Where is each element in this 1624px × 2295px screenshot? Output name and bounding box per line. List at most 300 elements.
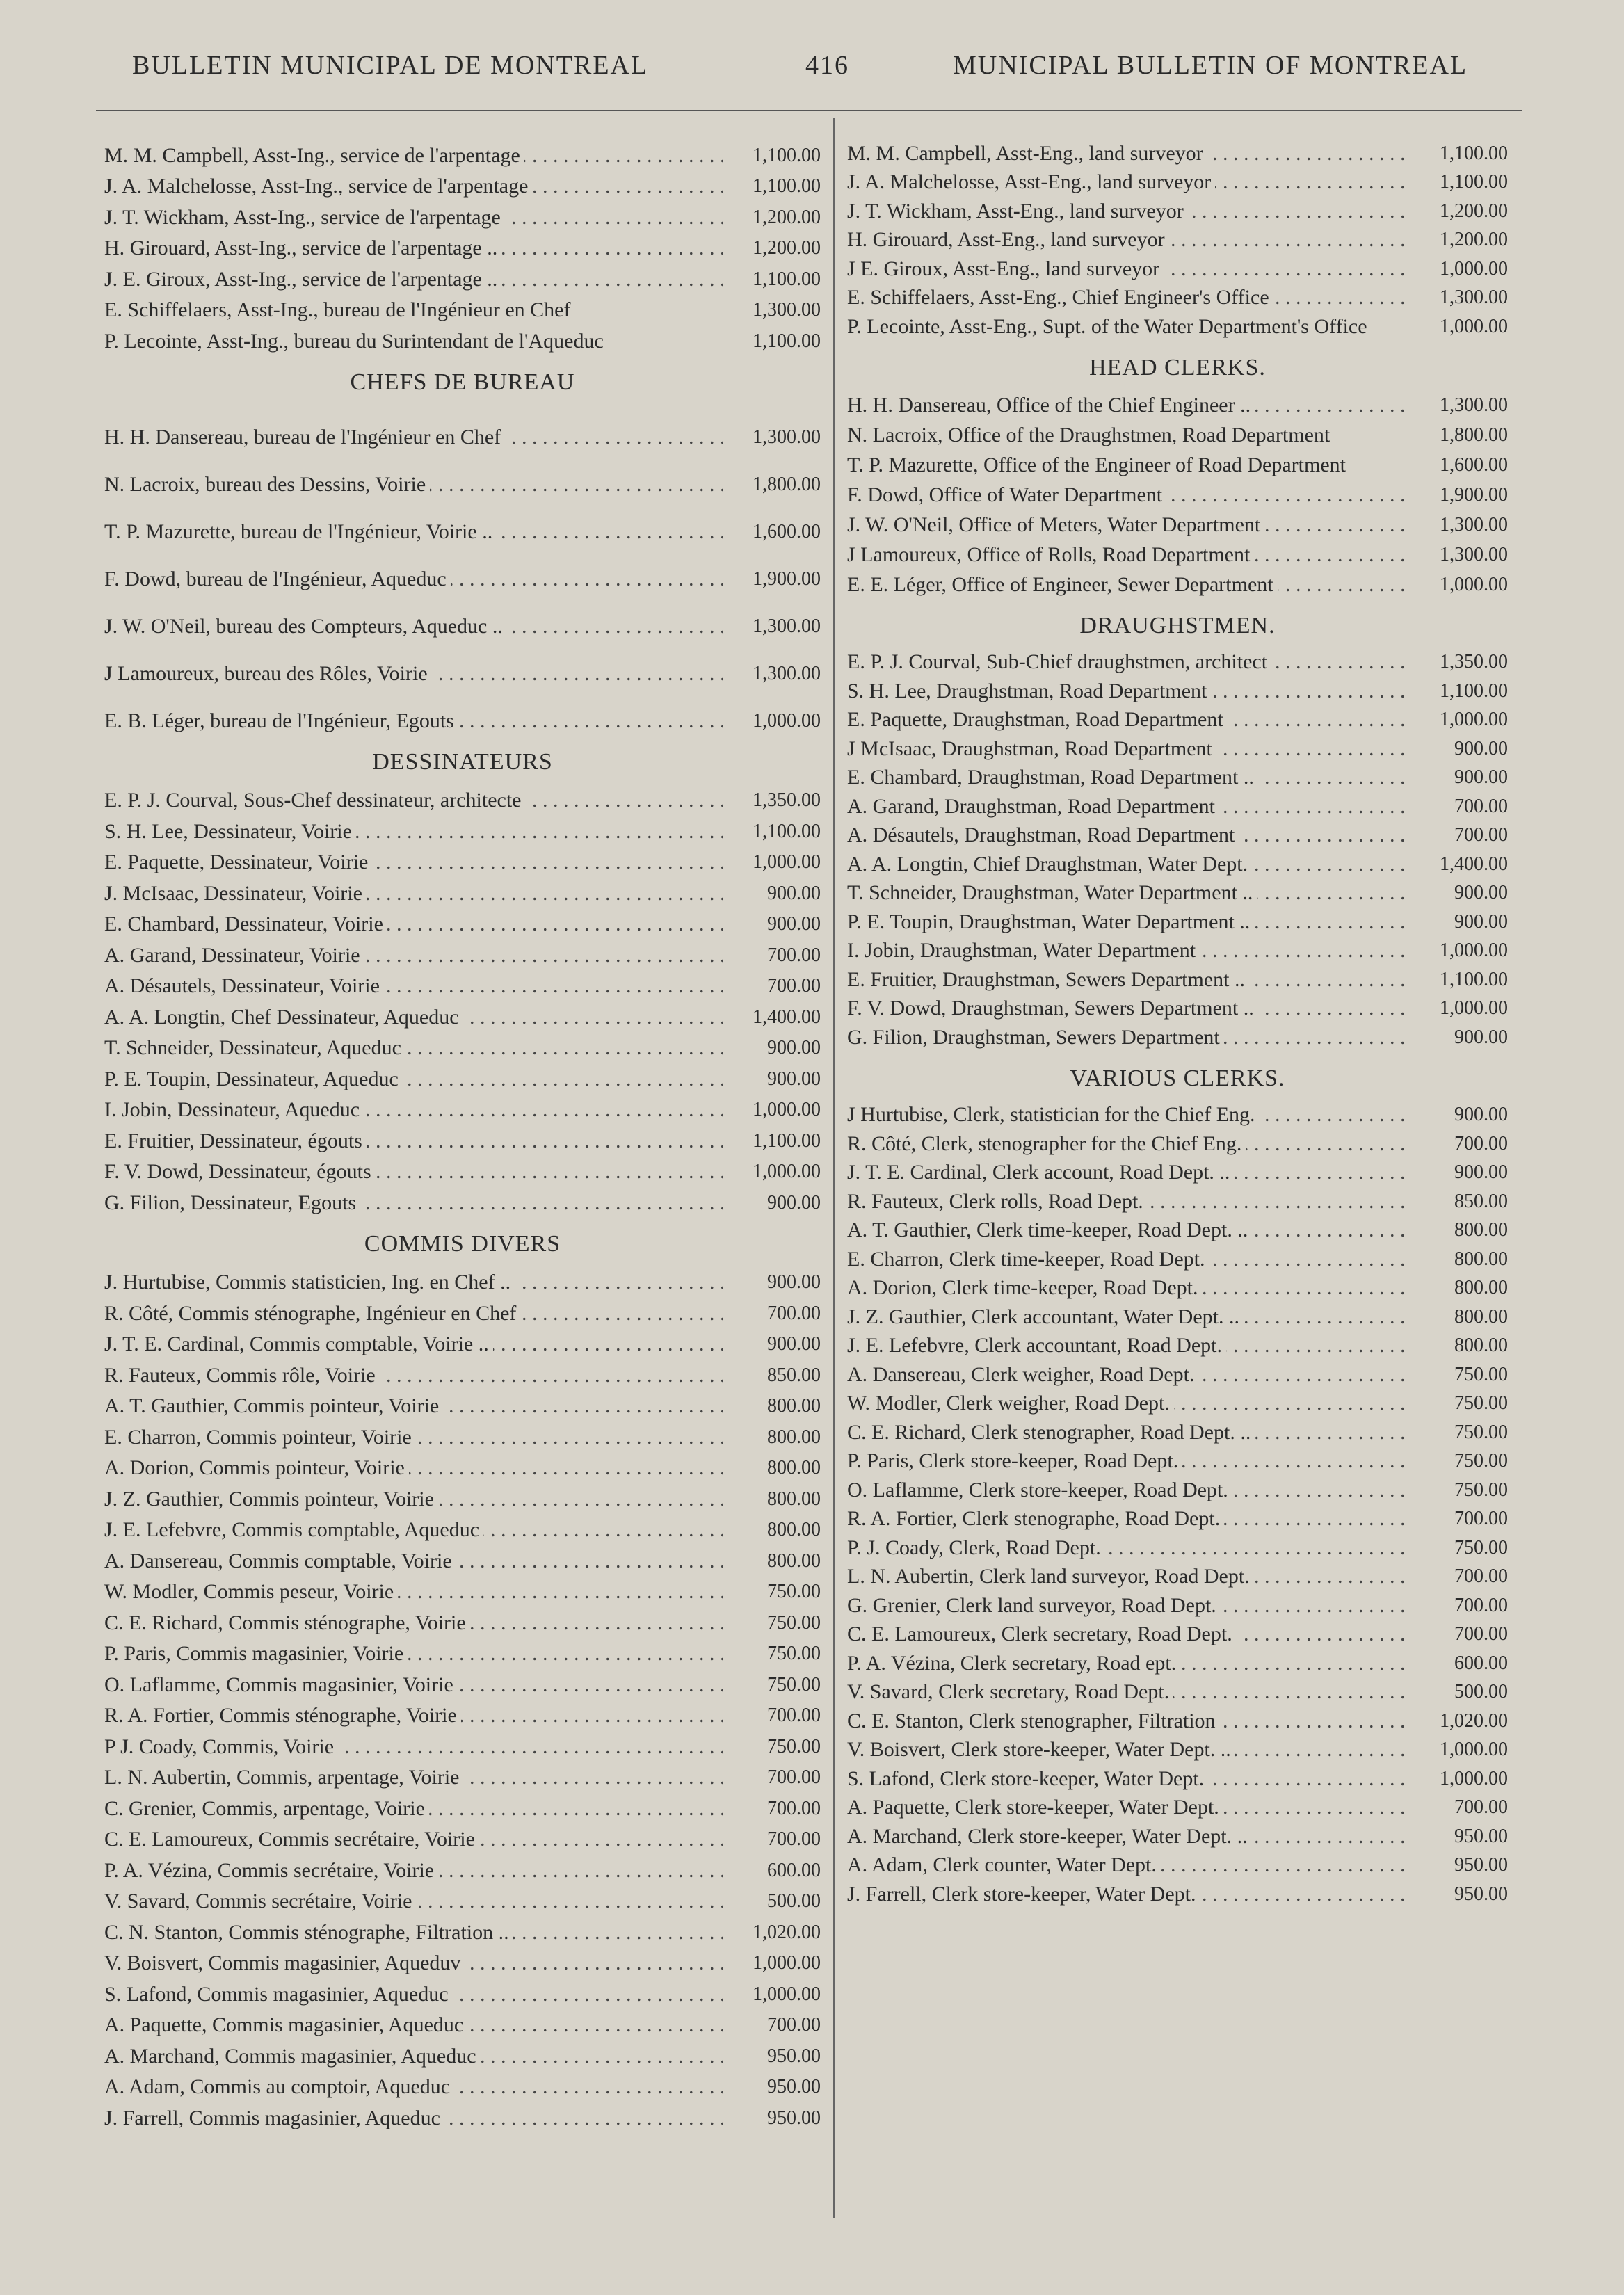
employee-entry: J. T. E. Cardinal, Commis comptable, Voirie .. (104, 1332, 493, 1355)
salary-row (847, 1156, 1508, 1185)
salary-amount: 1,100.00 (753, 820, 821, 842)
salary-amount: 800.00 (1454, 1277, 1508, 1298)
employee-entry: W. Modler, Clerk weigher, Road Dept. (847, 1392, 1174, 1415)
employee-entry: G. Filion, Dessinateur, Egouts (104, 1191, 360, 1214)
salary-row (104, 1542, 821, 1573)
salary-row (847, 1588, 1508, 1618)
salary-amount: 1,200.00 (1440, 200, 1508, 222)
salary-row (104, 1697, 821, 1728)
section-assistants-en (847, 136, 1508, 339)
employee-entry: A. Garand, Dessinateur, Voirie (104, 944, 364, 967)
salary-row (847, 1849, 1508, 1878)
salary-row (104, 2099, 821, 2130)
salary-amount: 750.00 (1454, 1363, 1508, 1385)
salary-amount: 950.00 (767, 2045, 821, 2067)
salary-amount: 950.00 (1454, 1854, 1508, 1876)
salary-row (847, 309, 1508, 339)
salary-row (847, 417, 1508, 447)
salary-amount: 1,200.00 (753, 206, 821, 228)
employee-entry: L. N. Aubertin, Commis, arpentage, Voirie (104, 1766, 463, 1789)
salary-amount: 800.00 (767, 1395, 821, 1417)
salary-row (847, 1387, 1508, 1416)
employee-entry: E. P. J. Courval, Sous-Chef dessinateur, architecte (104, 789, 526, 812)
employee-entry: J. T. Wickham, Asst-Ing., service de l'arpentage (104, 206, 505, 229)
employee-entry: H. Girouard, Asst-Ing., service de l'arpentage .. (104, 236, 501, 259)
salary-row (847, 537, 1508, 567)
salary-amount: 1,600.00 (753, 520, 821, 542)
employee-entry: P. J. Coady, Clerk, Road Dept. (847, 1536, 1105, 1559)
employee-entry: C. E. Lamoureux, Clerk secretary, Road Dept. (847, 1622, 1237, 1645)
salary-row (104, 322, 821, 353)
employee-entry: J Lamoureux, Office of Rolls, Road Department (847, 543, 1254, 566)
page-number: 416 (805, 51, 849, 80)
salary-row (104, 136, 821, 168)
salary-row (847, 1358, 1508, 1387)
salary-row (104, 874, 821, 905)
salary-row (847, 1762, 1508, 1791)
salary-amount: 1,300.00 (1440, 513, 1508, 536)
salary-amount: 1,000.00 (1440, 1767, 1508, 1789)
salary-amount: 900.00 (1454, 1104, 1508, 1125)
salary-row (847, 761, 1508, 790)
salary-amount: 1,100.00 (1440, 968, 1508, 990)
salary-row (847, 1675, 1508, 1705)
heading-chefs-de-bureau: CHEFS DE BUREAU (350, 369, 575, 395)
employee-entry: F. V. Dowd, Dessinateur, égouts (104, 1160, 376, 1183)
salary-row (104, 1604, 821, 1635)
salary-amount: 1,000.00 (753, 851, 821, 873)
salary-row (104, 2068, 821, 2100)
salary-row (104, 1573, 821, 1604)
header-rule (96, 110, 1522, 111)
salary-row (104, 1356, 821, 1387)
salary-row (847, 1646, 1508, 1675)
salary-amount: 1,000.00 (1440, 940, 1508, 961)
salary-row (104, 1666, 821, 1697)
employee-entry: A. Marchand, Commis magasinier, Aqueduc (104, 2045, 481, 2068)
salary-row (847, 136, 1508, 166)
employee-entry: C. E. Richard, Clerk stenographer, Road Dept. .. (847, 1421, 1255, 1444)
salary-row (104, 1184, 821, 1215)
salary-row (104, 230, 821, 261)
employee-entry: V. Savard, Clerk secretary, Road Dept. (847, 1680, 1173, 1703)
employee-entry: S. Lafond, Clerk store-keeper, Water Dept. (847, 1767, 1208, 1790)
salary-amount: 900.00 (1454, 737, 1508, 759)
salary-amount: 1,200.00 (1440, 229, 1508, 250)
employee-entry: E. Charron, Commis pointeur, Voirie (104, 1426, 416, 1449)
salary-row (847, 1098, 1508, 1127)
salary-amount: 600.00 (767, 1859, 821, 1881)
salary-row (104, 2037, 821, 2068)
employee-entry: V. Boisvert, Commis magasinier, Aqueduv (104, 1951, 465, 1974)
employee-entry: J. Z. Gauthier, Clerk accountant, Water Dept. .. (847, 1305, 1244, 1328)
employee-entry: V. Savard, Commis secrétaire, Voirie (104, 1890, 416, 1912)
employee-entry: A. Désautels, Draughstman, Road Department (847, 823, 1239, 846)
salary-amount: 1,300.00 (753, 662, 821, 684)
employee-entry: J. T. E. Cardinal, Clerk account, Road Dept. .. (847, 1161, 1234, 1184)
employee-entry: T. P. Mazurette, Office of the Engineer of Road Department (847, 453, 1350, 476)
salary-amount: 900.00 (1454, 1161, 1508, 1183)
salary-row (104, 168, 821, 199)
employee-entry: A. Marchand, Clerk store-keeper, Water Dept. .. (847, 1825, 1252, 1848)
employee-entry: F. Dowd, Office of Water Department (847, 483, 1166, 506)
employee-entry: E. Paquette, Dessinateur, Voirie (104, 851, 372, 873)
employee-entry: A. T. Gauthier, Commis pointeur, Voirie (104, 1394, 443, 1417)
salary-amount: 950.00 (767, 2076, 821, 2097)
employee-entry: P. A. Vézina, Commis secrétaire, Voirie (104, 1859, 438, 1882)
heading-head-clerks: HEAD CLERKS. (1089, 354, 1266, 380)
salary-amount: 750.00 (767, 1735, 821, 1757)
salary-row (847, 281, 1508, 310)
salary-amount: 950.00 (767, 2107, 821, 2129)
salary-amount: 750.00 (1454, 1450, 1508, 1472)
salary-amount: 700.00 (767, 1797, 821, 1819)
employee-entry: P. Paris, Commis magasinier, Voirie (104, 1642, 408, 1665)
employee-entry: A. Adam, Clerk counter, Water Dept. (847, 1853, 1161, 1876)
employee-entry: I. Jobin, Dessinateur, Aqueduc (104, 1098, 364, 1121)
employee-entry: F. Dowd, bureau de l'Ingénieur, Aqueduc (104, 567, 451, 590)
salary-row (847, 1791, 1508, 1820)
salary-row (104, 1387, 821, 1419)
salary-amount: 700.00 (767, 1828, 821, 1850)
salary-amount: 800.00 (1454, 1248, 1508, 1270)
employee-entry: E. P. J. Courval, Sub-Chief draughstmen, architect (847, 650, 1271, 673)
salary-row (847, 1184, 1508, 1214)
employee-entry: A. Paquette, Clerk store-keeper, Water Dept. (847, 1796, 1223, 1819)
employee-entry: J. Hurtubise, Commis statisticien, Ing. en Chef .. (104, 1271, 515, 1294)
salary-row (104, 638, 821, 686)
salary-amount: 1,300.00 (753, 615, 821, 637)
employee-entry: E. Schiffelaers, Asst-Ing., bureau de l'Ingénieur en Chef (104, 298, 574, 321)
salary-amount: 800.00 (1454, 1335, 1508, 1356)
employee-entry: T. Schneider, Draughstman, Water Department .. (847, 881, 1257, 904)
salary-amount: 1,400.00 (1440, 853, 1508, 875)
employee-entry: J Lamoureux, bureau des Rôles, Voirie (104, 662, 432, 685)
employee-entry: A. Adam, Commis au comptoir, Aqueduc (104, 2075, 454, 2098)
employee-entry: A. Dansereau, Clerk weigher, Road Dept. (847, 1363, 1198, 1386)
employee-entry: E. Schiffelaers, Asst-Eng., Chief Engineer's Office (847, 286, 1273, 309)
salary-amount: 1,000.00 (1440, 709, 1508, 730)
employee-entry: P. E. Toupin, Dessinateur, Aqueduc (104, 1068, 403, 1090)
salary-row (847, 1531, 1508, 1560)
employee-entry: J. Farrell, Commis magasinier, Aqueduc (104, 2107, 444, 2129)
employee-entry: M. M. Campbell, Asst-Eng., land surveyor (847, 142, 1207, 165)
employee-entry: N. Lacroix, bureau des Dessins, Voirie (104, 473, 430, 496)
salary-row (104, 1975, 821, 2006)
salary-amount: 850.00 (1454, 1190, 1508, 1212)
salary-row (847, 732, 1508, 761)
salary-amount: 700.00 (767, 1302, 821, 1324)
salary-row (847, 567, 1508, 597)
salary-amount: 700.00 (767, 944, 821, 966)
employee-entry: H. H. Dansereau, Office of the Chief Engineer .. (847, 394, 1255, 417)
employee-entry: R. A. Fortier, Commis sténographe, Voirie (104, 1704, 461, 1727)
salary-row (104, 905, 821, 937)
salary-amount: 900.00 (1454, 910, 1508, 933)
salary-amount: 700.00 (767, 975, 821, 997)
salary-amount: 1,600.00 (1440, 453, 1508, 476)
employee-entry: J. A. Malchelosse, Asst-Ing., service de l'arpentage (104, 175, 532, 198)
section-commis-divers (104, 1264, 821, 2130)
salary-amount: 1,350.00 (753, 789, 821, 811)
employee-entry: E. Fruitier, Draughstman, Sewers Department .. (847, 968, 1249, 991)
section-assistants-fr (104, 136, 821, 353)
salary-row (104, 1480, 821, 1511)
salary-amount: 1,020.00 (1440, 1709, 1508, 1732)
salary-amount: 800.00 (1454, 1219, 1508, 1241)
employee-entry: R. Côté, Commis sténographe, Ingénieur en Chef (104, 1302, 520, 1325)
employee-entry: R. Fauteux, Clerk rolls, Road Dept. (847, 1190, 1148, 1213)
employee-entry: R. Côté, Clerk, stenographer for the Chief Eng. (847, 1132, 1246, 1155)
employee-entry: V. Boisvert, Clerk store-keeper, Water Dept. .. (847, 1738, 1235, 1761)
salary-row (104, 591, 821, 638)
salary-amount: 1,100.00 (753, 330, 821, 352)
salary-amount: 1,000.00 (1440, 257, 1508, 280)
salary-amount: 700.00 (1454, 824, 1508, 846)
salary-amount: 1,200.00 (753, 237, 821, 259)
salary-amount: 1,000.00 (753, 709, 821, 732)
employee-entry: C. Grenier, Commis, arpentage, Voirie (104, 1797, 429, 1820)
salary-row (847, 1300, 1508, 1329)
salary-amount: 1,000.00 (1440, 997, 1508, 1019)
employee-entry: J. T. Wickham, Asst-Eng., land surveyor (847, 200, 1188, 223)
salary-row (104, 260, 821, 291)
salary-amount: 1,000.00 (753, 1983, 821, 2005)
salary-row (104, 1418, 821, 1449)
salary-row (847, 963, 1508, 992)
employee-entry: P. A. Vézina, Clerk secretary, Road ept. (847, 1652, 1180, 1675)
salary-amount: 900.00 (1454, 882, 1508, 903)
salary-row (847, 1271, 1508, 1300)
salary-row (104, 686, 821, 733)
salary-row (104, 1759, 821, 1790)
salary-amount: 1,300.00 (753, 299, 821, 321)
heading-various-clerks: VARIOUS CLERKS. (1070, 1065, 1285, 1091)
salary-row (104, 544, 821, 591)
salary-amount: 700.00 (1454, 1132, 1508, 1154)
employee-entry: S. H. Lee, Draughstman, Road Department (847, 679, 1211, 702)
salary-row (847, 223, 1508, 252)
employee-entry: A. Garand, Draughstman, Road Department (847, 795, 1219, 818)
employee-entry: H. H. Dansereau, bureau de l'Ingénieur en Chef (104, 426, 505, 449)
salary-amount: 750.00 (1454, 1536, 1508, 1559)
employee-entry: E. Charron, Clerk time-keeper, Road Dept. (847, 1248, 1209, 1271)
salary-row (847, 645, 1508, 675)
employee-entry: F. V. Dowd, Draughstman, Sewers Department .. (847, 997, 1258, 1020)
salary-amount: 1,000.00 (753, 1952, 821, 1974)
salary-amount: 1,300.00 (1440, 543, 1508, 565)
salary-amount: 900.00 (1454, 1026, 1508, 1048)
employee-entry: J. E. Lefebvre, Commis comptable, Aqueduc (104, 1518, 483, 1541)
salary-row (847, 819, 1508, 848)
employee-entry: S. Lafond, Commis magasinier, Aqueduc (104, 1983, 453, 2006)
employee-entry: R. Fauteux, Commis rôle, Voirie (104, 1364, 380, 1387)
salary-amount: 1,000.00 (1440, 573, 1508, 595)
salary-amount: 1,100.00 (753, 175, 821, 197)
salary-amount: 1,400.00 (753, 1006, 821, 1028)
salary-row (104, 1821, 821, 1852)
salary-amount: 500.00 (1454, 1681, 1508, 1702)
salary-amount: 1,100.00 (753, 144, 821, 166)
salary-row (847, 934, 1508, 963)
employee-entry: J. A. Malchelosse, Asst-Eng., land surveyor (847, 170, 1215, 193)
employee-entry: P J. Coady, Commis, Voirie (104, 1735, 338, 1758)
employee-entry: P. Lecointe, Asst-Eng., Supt. of the Water Department's Office (847, 315, 1372, 338)
employee-entry: A. Dansereau, Commis comptable, Voirie (104, 1549, 456, 1572)
salary-row (104, 1060, 821, 1091)
salary-row (847, 992, 1508, 1021)
salary-row (847, 447, 1508, 477)
employee-entry: E. Fruitier, Dessinateur, égouts (104, 1129, 367, 1152)
heading-dessinateurs: DESSINATEURS (372, 748, 553, 775)
salary-amount: 750.00 (767, 1643, 821, 1664)
employee-entry: J McIsaac, Draughstman, Road Department (847, 737, 1216, 760)
salary-amount: 750.00 (767, 1673, 821, 1696)
salary-amount: 750.00 (767, 1581, 821, 1602)
salary-row (104, 1789, 821, 1821)
employee-entry: J. W. O'Neil, Office of Meters, Water Department (847, 513, 1264, 536)
salary-amount: 800.00 (767, 1488, 821, 1510)
employee-entry: E. Paquette, Draughstman, Road Department (847, 708, 1228, 731)
salary-amount: 900.00 (1454, 766, 1508, 788)
salary-row (104, 198, 821, 230)
section-chefs-de-bureau (104, 402, 821, 733)
salary-amount: 750.00 (1454, 1392, 1508, 1414)
salary-row (847, 674, 1508, 703)
section-draughstmen (847, 645, 1508, 1049)
salary-row (847, 876, 1508, 905)
salary-row (104, 291, 821, 323)
employee-entry: A. A. Longtin, Chief Draughstman, Water Dept. (847, 853, 1252, 876)
salary-amount: 1,100.00 (1440, 171, 1508, 193)
salary-row (847, 1704, 1508, 1733)
employee-entry: R. A. Fortier, Clerk stenographe, Road Dept. (847, 1507, 1224, 1530)
salary-amount: 900.00 (767, 1333, 821, 1355)
english-column (847, 136, 1508, 1906)
salary-amount: 1,000.00 (753, 1099, 821, 1120)
salary-row (847, 1502, 1508, 1531)
employee-entry: E. E. Léger, Office of Engineer, Sewer Department (847, 573, 1278, 596)
employee-entry: J E. Giroux, Asst-Eng., land surveyor (847, 257, 1164, 280)
salary-amount: 800.00 (767, 1457, 821, 1479)
employee-entry: J. E. Lefebvre, Clerk accountant, Road Dept. (847, 1334, 1226, 1357)
salary-row (104, 449, 821, 497)
header-left: BULLETIN MUNICIPAL DE MONTREAL (132, 51, 649, 80)
salary-row (847, 1819, 1508, 1849)
salary-row (104, 1449, 821, 1481)
salary-row (847, 1560, 1508, 1589)
salary-amount: 1,100.00 (753, 1129, 821, 1152)
salary-row (104, 1091, 821, 1122)
salary-row (104, 1326, 821, 1357)
employee-entry: G. Grenier, Clerk land surveyor, Road Dept. (847, 1594, 1221, 1617)
salary-row (104, 1728, 821, 1759)
salary-amount: 700.00 (767, 1766, 821, 1788)
salary-row (847, 789, 1508, 819)
salary-amount: 750.00 (1454, 1479, 1508, 1501)
employee-entry: G. Filion, Draughstman, Sewers Department (847, 1026, 1224, 1049)
employee-entry: M. M. Campbell, Asst-Ing., service de l'arpentage (104, 144, 524, 167)
salary-row (104, 936, 821, 967)
employee-entry: N. Lacroix, Office of the Draughstmen, Road Department (847, 424, 1334, 446)
heading-draughstmen: DRAUGHSTMEN. (1079, 612, 1276, 638)
salary-amount: 900.00 (767, 1068, 821, 1090)
employee-entry: C. E. Lamoureux, Commis secrétaire, Voirie (104, 1828, 479, 1851)
employee-entry: A. T. Gauthier, Clerk time-keeper, Road Dept. .. (847, 1218, 1252, 1241)
salary-row (847, 1127, 1508, 1156)
employee-entry: C. E. Richard, Commis sténographe, Voirie (104, 1611, 470, 1634)
employee-entry: E. Chambard, Draughstman, Road Department .. (847, 766, 1258, 789)
salary-row (847, 166, 1508, 195)
employee-entry: P. Paris, Clerk store-keeper, Road Dept. (847, 1449, 1182, 1472)
salary-row (847, 847, 1508, 876)
salary-amount: 500.00 (767, 1890, 821, 1912)
salary-amount: 1,100.00 (1440, 679, 1508, 702)
salary-amount: 800.00 (767, 1426, 821, 1448)
employee-entry: W. Modler, Commis peseur, Voirie (104, 1580, 398, 1603)
salary-amount: 1,800.00 (753, 473, 821, 495)
salary-row (104, 1883, 821, 1914)
salary-row (847, 1329, 1508, 1358)
salary-amount: 900.00 (767, 882, 821, 904)
employee-entry: A. Désautels, Dessinateur, Voirie (104, 974, 384, 997)
employee-entry: J. McIsaac, Dessinateur, Voirie (104, 882, 367, 905)
salary-row (847, 1444, 1508, 1474)
salary-row (104, 1264, 821, 1295)
salary-amount: 700.00 (1454, 1623, 1508, 1645)
salary-row (847, 1733, 1508, 1762)
salary-amount: 1,300.00 (753, 426, 821, 448)
salary-amount: 700.00 (1454, 1565, 1508, 1587)
salary-amount: 700.00 (767, 2014, 821, 2036)
salary-amount: 750.00 (767, 1611, 821, 1634)
french-column (104, 136, 821, 2130)
employee-entry: J. E. Giroux, Asst-Ing., service de l'arpentage .. (104, 268, 501, 291)
employee-entry: T. Schneider, Dessinateur, Aqueduc (104, 1036, 405, 1059)
salary-amount: 800.00 (1454, 1305, 1508, 1328)
salary-amount: 1,900.00 (753, 567, 821, 590)
salary-amount: 700.00 (1454, 795, 1508, 817)
employee-entry: P. Lecointe, Asst-Ing., bureau du Surintendant de l'Aqueduc (104, 330, 608, 353)
salary-row (104, 497, 821, 544)
salary-amount: 1,000.00 (1440, 315, 1508, 337)
employee-entry: J. Farrell, Clerk store-keeper, Water Dept. (847, 1883, 1200, 1906)
employee-entry: L. N. Aubertin, Clerk land surveyor, Road Dept. (847, 1565, 1254, 1588)
salary-row (847, 1473, 1508, 1502)
salary-row (104, 1122, 821, 1153)
salary-amount: 900.00 (767, 1037, 821, 1058)
salary-row (104, 844, 821, 875)
salary-row (104, 998, 821, 1029)
salary-row (104, 1635, 821, 1666)
employee-entry: J. Z. Gauthier, Commis pointeur, Voirie (104, 1488, 438, 1511)
section-various-clerks (847, 1098, 1508, 1906)
employee-entry: E. B. Léger, bureau de l'Ingénieur, Egouts (104, 709, 458, 732)
salary-amount: 1,100.00 (1440, 142, 1508, 164)
column-divider (833, 118, 835, 2218)
employee-entry: C. N. Stanton, Commis sténographe, Filtration .. (104, 1921, 513, 1944)
salary-amount: 750.00 (1454, 1421, 1508, 1443)
salary-amount: 700.00 (1454, 1594, 1508, 1616)
salary-amount: 950.00 (1454, 1825, 1508, 1847)
section-head-clerks (847, 387, 1508, 597)
salary-row (847, 507, 1508, 537)
header-right: MUNICIPAL BULLETIN OF MONTREAL (953, 51, 1468, 80)
employee-entry: P. E. Toupin, Draughstman, Water Department .. (847, 910, 1254, 933)
employee-entry: J Hurtubise, Clerk, statistician for the Chief Eng. (847, 1103, 1260, 1126)
salary-amount: 1,020.00 (753, 1921, 821, 1943)
salary-row (104, 1913, 821, 1944)
